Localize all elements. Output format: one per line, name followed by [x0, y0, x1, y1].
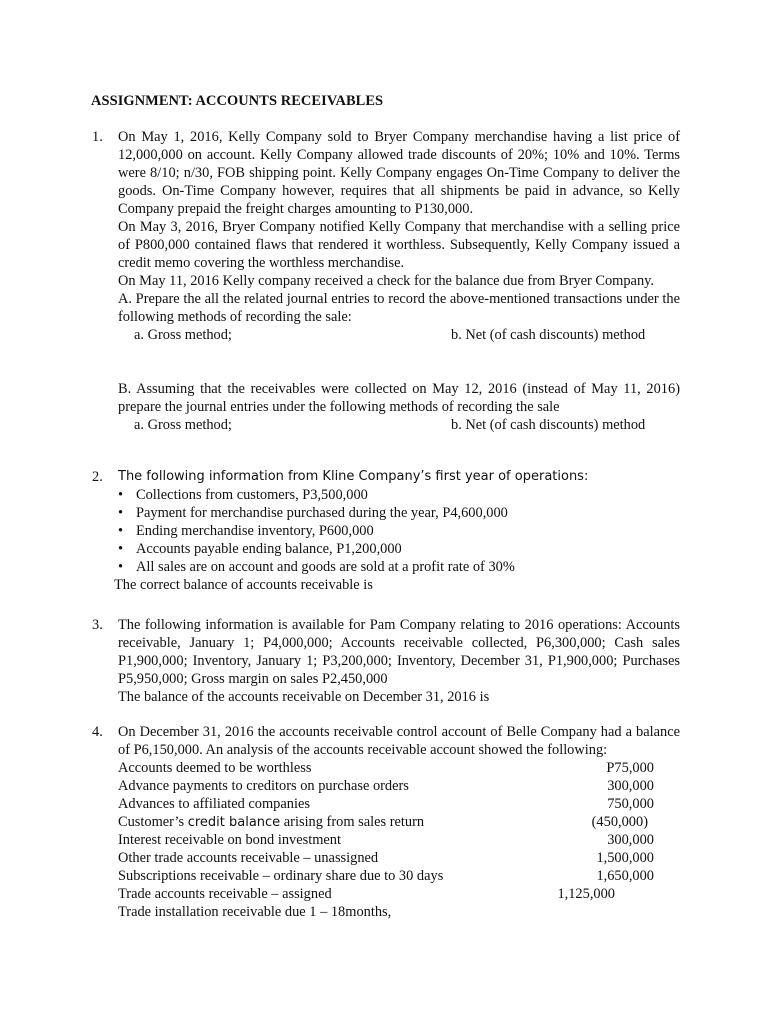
- item-label: Advance payments to creditors on purchase orders: [118, 778, 409, 794]
- question-1: [92, 128, 680, 434]
- q1-paragraph-sale: On May 1, 2016, Kelly Company sold to Bryer Company merchandise having a list price of 12,000,000 on account. Kelly Company allowed trade discounts of 20%; 10% and 10%. Terms were 8/10; n/30, FOB shipping point. Kelly Company engages On-Time Company to deliver the goods. On-Time Company however, requires that all shipments be paid in advance, so Kelly Company prepaid the freight charges amounting to P130,000.: [118, 129, 680, 217]
- list-item: [118, 885, 680, 903]
- item-label: Other trade accounts receivable – unassigned: [118, 850, 379, 866]
- q1-paragraph-requirement-a: A. Prepare the all the related journal entries to record the above-mentioned transactions under the following methods of recording the sale:: [118, 291, 680, 325]
- q1-paragraph-requirement-b: B. Assuming that the receivables were collected on May 12, 2016 (instead of May 11, 2016) prepare the journal entries under the following methods of recording the sale: [118, 381, 680, 415]
- item-label: Accounts deemed to be worthless: [118, 760, 312, 776]
- q2-intro: The following information from Kline Company’s first year of operations:: [118, 469, 589, 484]
- item-label: Interest receivable on bond investment: [118, 832, 341, 848]
- net-method-label: b. Net (of cash discounts) method: [451, 417, 646, 433]
- assignment-title: ASSIGNMENT: ACCOUNTS RECEIVABLES: [91, 93, 384, 109]
- list-item: • Ending merchandise inventory, P600,000: [118, 523, 374, 539]
- list-item: [118, 777, 680, 795]
- question-number: 2.: [92, 469, 103, 485]
- bullet-icon: •: [118, 541, 124, 557]
- item-amount: 1,500,000: [596, 850, 654, 866]
- q3-paragraph: The following information is available for Pam Company relating to 2016 operations: Accounts receivable, January 1; P4,000,000; Accounts receivable collected, P6,300,000; Cash sales P1,900,000; Inventory, January 1; P3,200,000; Inventory, December 31, P1,900,000; Purchases P5,950,000; Gross margin on sales P2,450,000: [118, 617, 680, 687]
- list-item: [118, 831, 680, 849]
- net-method-label: b. Net (of cash discounts) method: [451, 327, 646, 343]
- list-item: [118, 759, 680, 777]
- list-item: • Accounts payable ending balance, P1,200,000: [118, 541, 402, 557]
- item-amount: P75,000: [606, 760, 654, 776]
- q3-question: The balance of the accounts receivable on December 31, 2016 is: [118, 689, 490, 705]
- list-item: [118, 795, 680, 813]
- list-item: [118, 813, 680, 831]
- item-amount: 750,000: [607, 796, 654, 812]
- question-2: [92, 468, 680, 594]
- q1-methods-b: [118, 416, 680, 434]
- q1-methods-a: [118, 326, 680, 344]
- list-item: [118, 903, 680, 921]
- list-item: • Collections from customers, P3,500,000: [118, 487, 368, 503]
- list-item: [118, 849, 680, 867]
- question-4: [92, 723, 680, 921]
- question-number: 4.: [92, 724, 103, 740]
- q2-bullet-list: [118, 486, 680, 576]
- bullet-icon: •: [118, 487, 124, 503]
- bullet-icon: •: [118, 523, 124, 539]
- question-number: 1.: [92, 129, 103, 145]
- q1-paragraph-credit-memo: On May 3, 2016, Bryer Company notified Kelly Company that merchandise with a selling price of P800,000 contained flaws that rendered it worthless. Subsequently, Kelly Company issued a credit memo covering the worthless merchandise.: [118, 219, 680, 271]
- bullet-icon: •: [118, 559, 124, 575]
- q4-receivables-list: [118, 759, 680, 921]
- q2-closing: The correct balance of accounts receivable is: [114, 577, 373, 593]
- question-3: [92, 616, 680, 706]
- question-number: 3.: [92, 617, 103, 633]
- item-amount: 300,000: [607, 778, 654, 794]
- list-item: • Payment for merchandise purchased during the year, P4,600,000: [118, 505, 508, 521]
- item-label: Trade installation receivable due 1 – 18months,: [118, 904, 392, 920]
- item-amount: (450,000): [591, 814, 648, 830]
- item-amount: 1,125,000: [557, 886, 615, 902]
- gross-method-label: a. Gross method;: [134, 417, 232, 433]
- item-label: Advances to affiliated companies: [118, 796, 310, 812]
- list-item: • All sales are on account and goods are sold at a profit rate of 30%: [118, 559, 515, 575]
- item-label: Customer’s credit balance arising from sales return: [118, 814, 425, 830]
- item-amount: 300,000: [607, 832, 654, 848]
- list-item: [118, 867, 680, 885]
- bullet-icon: •: [118, 505, 124, 521]
- q4-paragraph: On December 31, 2016 the accounts receivable control account of Belle Company had a balance of P6,150,000. An analysis of the accounts receivable account showed the following:: [118, 724, 680, 758]
- gross-method-label: a. Gross method;: [134, 327, 232, 343]
- item-amount: 1,650,000: [596, 868, 654, 884]
- q1-paragraph-collection: On May 11, 2016 Kelly company received a check for the balance due from Bryer Company.: [118, 273, 654, 289]
- item-label: Subscriptions receivable – ordinary share due to 30 days: [118, 868, 444, 884]
- item-label: Trade accounts receivable – assigned: [118, 886, 332, 902]
